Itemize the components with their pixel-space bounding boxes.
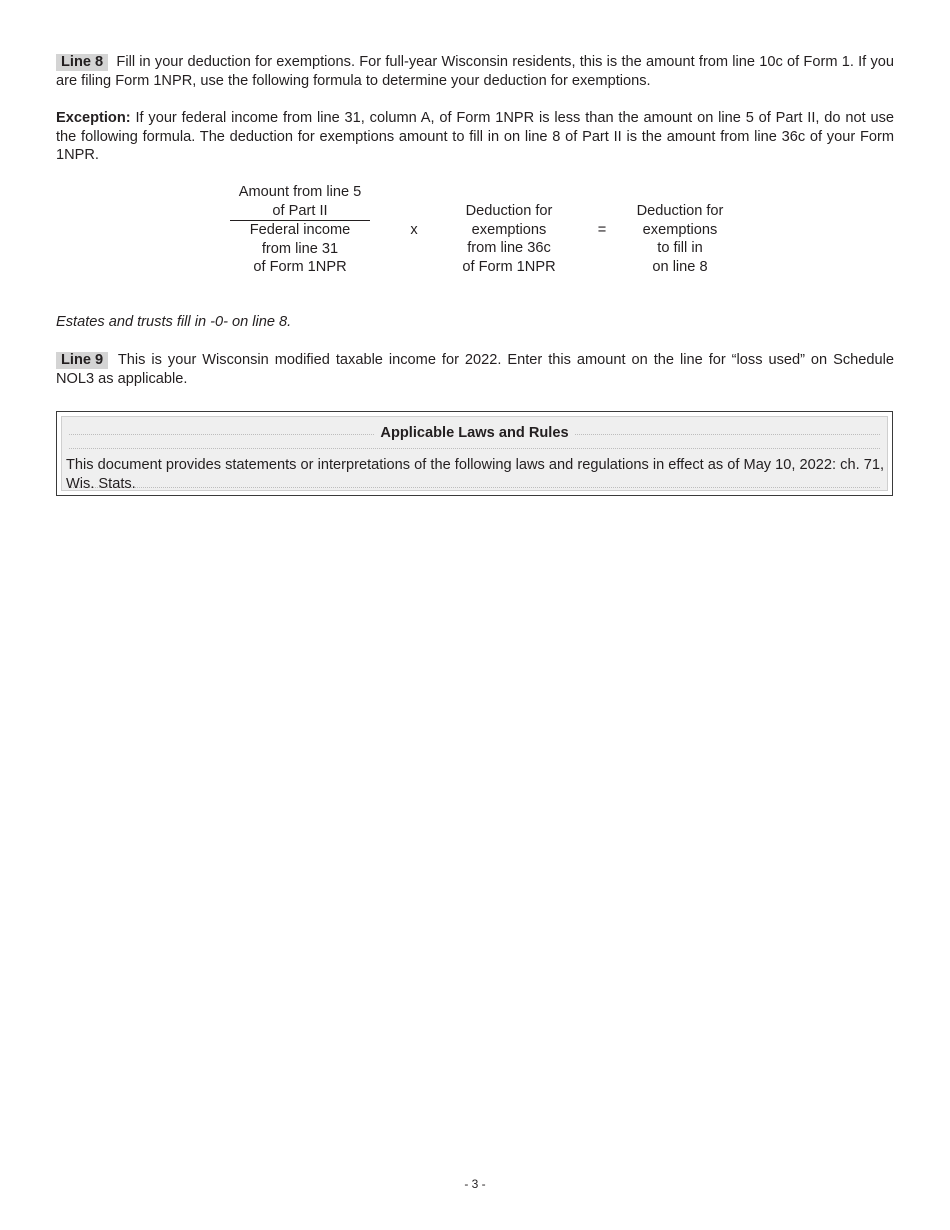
middle-line-2: exemptions <box>471 221 547 238</box>
denominator-line-3: of Form 1NPR <box>253 259 347 275</box>
line-8-text: Fill in your deduction for exemptions. For full-year Wisconsin residents, this is the amount from line 10c of Form 1. If you are filing Form 1NPR, use the following formula to determine your deduction for exemptions. <box>56 54 894 89</box>
estates-note: Estates and trusts fill in -0- on line 8. <box>56 314 292 330</box>
applicable-laws-box <box>56 411 893 496</box>
result-line-4: on line 8 <box>652 258 708 275</box>
denominator-line-2: from line 31 <box>261 240 339 257</box>
middle-line-4: of Form 1NPR <box>462 258 556 275</box>
middle-line-1: Deduction for <box>465 203 553 219</box>
applicable-laws-title-text: Applicable Laws and Rules <box>374 425 574 441</box>
result-line-3: to fill in <box>657 240 703 256</box>
line-8-paragraph <box>56 53 894 90</box>
exception-text: If your federal income from line 31, column A, of Form 1NPR is less than the amount on line 5 of Part II, do not use the following formula. The deduction for exemptions amount to fill in on line 8 of Part II is the amount from line 36c of your Form 1NPR. <box>56 110 894 163</box>
applicable-laws-text: This document provides statements or interpretations of the following laws and regulations in effect as of May 10, 2022: ch. 71, Wis. Stats. <box>66 457 884 492</box>
exception-label: Exception: <box>56 110 131 126</box>
numerator-line-2: of Part II <box>272 202 328 219</box>
formula-equals-sign: = <box>597 222 607 238</box>
formula-result <box>620 202 740 276</box>
line-8-tag: Line 8 <box>56 54 108 71</box>
exemption-formula <box>0 183 950 278</box>
formula-numerator <box>230 183 370 221</box>
formula-times-sign: x <box>410 222 418 238</box>
formula-denominator <box>230 221 370 277</box>
formula-fraction <box>230 183 370 277</box>
denominator-line-1: Federal income <box>249 222 351 238</box>
exception-paragraph <box>56 109 894 165</box>
formula-middle-term <box>444 202 574 276</box>
line-9-text: This is your Wisconsin modified taxable income for 2022. Enter this amount on the line for “loss used” on Schedule NOL3 as applicable. <box>56 352 894 387</box>
result-line-1: Deduction for <box>636 203 724 219</box>
page-number: - 3 - <box>464 1177 486 1191</box>
result-line-2: exemptions <box>642 221 718 238</box>
applicable-laws-title <box>57 424 892 443</box>
numerator-line-1: Amount from line 5 <box>238 184 362 200</box>
line-9-tag: Line 9 <box>56 352 108 369</box>
middle-line-3: from line 36c <box>467 240 551 256</box>
line-9-paragraph <box>56 351 894 388</box>
dotted-rule <box>69 448 880 449</box>
